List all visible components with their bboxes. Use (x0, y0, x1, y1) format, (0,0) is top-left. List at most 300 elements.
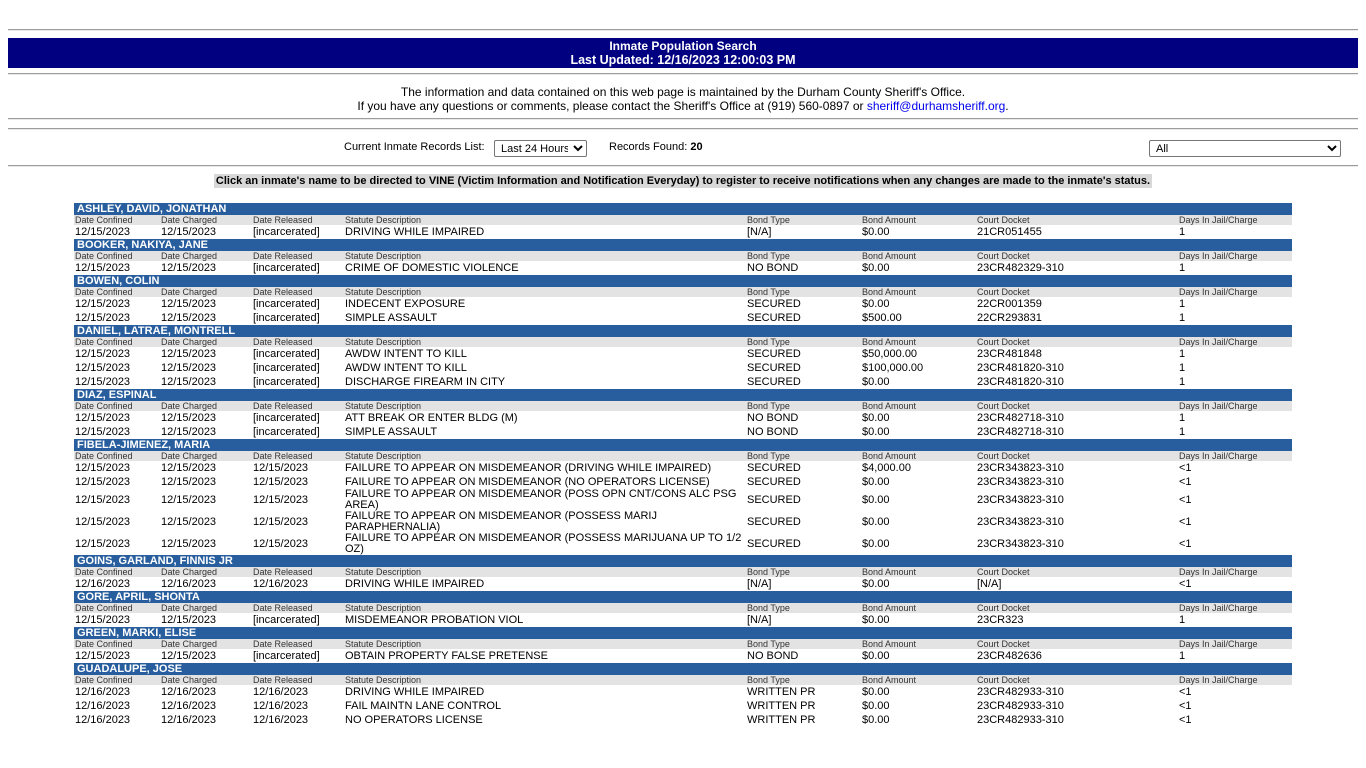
column-header: Days In Jail/Charge (1178, 639, 1292, 649)
charge-row (74, 225, 1292, 239)
inmate-name-row[interactable] (74, 555, 1292, 567)
charge-cell: 23CR482933-310 (977, 685, 1064, 698)
charge-cell: 12/15/2023 (161, 515, 217, 528)
charge-cell: <1 (1179, 713, 1192, 726)
charge-cell: $0.00 (862, 515, 890, 528)
column-header: Date Released (252, 451, 344, 461)
column-header: Statute Description (344, 675, 746, 685)
charge-cell: $0.00 (862, 613, 890, 626)
column-header: Date Confined (74, 251, 160, 261)
charge-cell: <1 (1179, 475, 1192, 488)
charge-cell: [incarcerated] (253, 425, 320, 438)
charge-cell: [incarcerated] (253, 613, 320, 626)
charge-cell: 23CR482718-310 (977, 425, 1064, 438)
column-header: Bond Amount (861, 287, 976, 297)
charge-cell: [incarcerated] (253, 225, 320, 238)
column-header: Bond Type (746, 567, 861, 577)
charge-row (74, 411, 1292, 425)
column-header: Statute Description (344, 603, 746, 613)
column-header: Bond Type (746, 215, 861, 225)
info-block (8, 85, 1358, 113)
charge-cell: DRIVING WHILE IMPAIRED (345, 225, 485, 238)
column-header-row (74, 451, 1292, 461)
charge-cell: 12/15/2023 (161, 261, 217, 274)
charge-row (74, 613, 1292, 627)
charge-cell: 1 (1179, 297, 1186, 310)
charge-cell: [N/A] (747, 613, 772, 626)
charge-cell: 12/15/2023 (75, 537, 131, 550)
charge-cell: 12/16/2023 (253, 577, 309, 590)
column-header: Bond Type (746, 639, 861, 649)
charge-cell: 12/15/2023 (253, 461, 309, 474)
inmate-name-link[interactable]: FIBELA-JIMENEZ, MARIA (74, 439, 1292, 451)
charge-cell: FAILURE TO APPEAR ON MISDEMEANOR (NO OPERATORS LICENSE) (345, 475, 710, 488)
charge-cell: NO BOND (747, 649, 799, 662)
charge-cell: 12/16/2023 (161, 685, 217, 698)
column-header-row (74, 603, 1292, 613)
column-header: Date Released (252, 287, 344, 297)
charge-row (74, 649, 1292, 663)
column-header: Date Charged (160, 567, 252, 577)
charge-cell: <1 (1179, 685, 1192, 698)
column-header: Statute Description (344, 567, 746, 577)
column-header-row (74, 251, 1292, 261)
inmate-name-row[interactable] (74, 203, 1292, 215)
charge-cell: NO BOND (747, 261, 799, 274)
column-header: Statute Description (344, 215, 746, 225)
column-header: Days In Jail/Charge (1178, 287, 1292, 297)
charge-cell: 12/15/2023 (161, 297, 217, 310)
charge-cell: $0.00 (862, 493, 890, 506)
charge-cell: 12/16/2023 (253, 685, 309, 698)
charge-cell: 1 (1179, 347, 1186, 360)
charge-cell: 12/15/2023 (253, 493, 309, 506)
charge-cell: <1 (1179, 537, 1192, 550)
charge-cell: DRIVING WHILE IMPAIRED (345, 685, 485, 698)
charge-cell: 23CR482933-310 (977, 699, 1064, 712)
charge-cell: $0.00 (862, 649, 890, 662)
charge-cell: 12/15/2023 (253, 537, 309, 550)
controls-divider (8, 165, 1358, 167)
charge-cell: WRITTEN PR (747, 685, 816, 698)
charge-cell: 1 (1179, 225, 1186, 238)
charge-cell: $0.00 (862, 375, 890, 388)
column-header: Bond Amount (861, 401, 976, 411)
charge-cell: [N/A] (747, 225, 772, 238)
filter-select[interactable] (1149, 140, 1341, 157)
charge-row (74, 425, 1292, 439)
column-header: Date Charged (160, 337, 252, 347)
charge-cell: $0.00 (862, 699, 890, 712)
charge-cell: 12/15/2023 (161, 347, 217, 360)
charge-cell: $0.00 (862, 475, 890, 488)
charge-cell: [incarcerated] (253, 261, 320, 274)
inmate-table (74, 203, 1292, 727)
charge-cell: WRITTEN PR (747, 713, 816, 726)
charge-cell: <1 (1179, 493, 1192, 506)
inmate-name-link[interactable]: BOWEN, COLIN (74, 275, 1292, 287)
charge-cell: 12/15/2023 (75, 311, 131, 324)
charge-cell: SECURED (747, 297, 801, 310)
column-header: Statute Description (344, 401, 746, 411)
charge-cell: 12/15/2023 (75, 347, 131, 360)
charge-cell: 12/16/2023 (161, 699, 217, 712)
charge-cell: [incarcerated] (253, 347, 320, 360)
column-header: Bond Type (746, 451, 861, 461)
charge-cell: 12/15/2023 (75, 297, 131, 310)
column-header-row (74, 337, 1292, 347)
charge-cell: 12/15/2023 (75, 613, 131, 626)
charge-cell: 12/15/2023 (161, 461, 217, 474)
column-header-row (74, 675, 1292, 685)
column-header: Date Confined (74, 401, 160, 411)
column-header: Date Confined (74, 639, 160, 649)
charge-cell: 12/16/2023 (75, 699, 131, 712)
column-header: Bond Type (746, 337, 861, 347)
charge-row (74, 347, 1292, 361)
charge-cell: 23CR481848 (977, 347, 1042, 360)
column-header: Date Released (252, 675, 344, 685)
charge-row (74, 361, 1292, 375)
column-header: Bond Type (746, 675, 861, 685)
charge-row (74, 311, 1292, 325)
charge-cell: $0.00 (862, 685, 890, 698)
info-line-2-suffix: . (1005, 99, 1009, 113)
charge-cell: 12/15/2023 (253, 515, 309, 528)
column-header: Date Confined (74, 215, 160, 225)
inmate-name-row[interactable] (74, 663, 1292, 675)
column-header: Days In Jail/Charge (1178, 215, 1292, 225)
charge-cell: 1 (1179, 411, 1186, 424)
charge-cell: SIMPLE ASSAULT (345, 311, 438, 324)
charge-cell: AWDW INTENT TO KILL (345, 347, 467, 360)
column-header-row (74, 639, 1292, 649)
column-header: Date Charged (160, 675, 252, 685)
inmate-name-link[interactable]: ASHLEY, DAVID, JONATHAN (74, 203, 1292, 215)
charge-cell: FAILURE TO APPEAR ON MISDEMEANOR (POSSESS MARIJ PARAPHERNALIA) (345, 511, 657, 533)
inmate-table-body (74, 203, 1292, 727)
column-header: Days In Jail/Charge (1178, 251, 1292, 261)
column-header: Court Docket (976, 675, 1178, 685)
charge-cell: 23CR481820-310 (977, 375, 1064, 388)
charge-row (74, 261, 1292, 275)
charge-cell: $0.00 (862, 713, 890, 726)
charge-cell: 12/15/2023 (161, 311, 217, 324)
charge-cell: [incarcerated] (253, 297, 320, 310)
charge-cell: [incarcerated] (253, 375, 320, 388)
charge-cell: 12/15/2023 (161, 375, 217, 388)
inmate-name-link[interactable]: DIAZ, ESPINAL (74, 389, 1292, 401)
charge-row (74, 699, 1292, 713)
charge-cell: 23CR482636 (977, 649, 1042, 662)
charge-cell: 12/15/2023 (161, 225, 217, 238)
charge-cell: NO OPERATORS LICENSE (345, 713, 483, 726)
charge-cell: 12/15/2023 (75, 411, 131, 424)
inmate-name-row[interactable] (74, 325, 1292, 337)
column-header: Date Confined (74, 675, 160, 685)
inmate-name-row[interactable] (74, 591, 1292, 603)
column-header: Bond Type (746, 401, 861, 411)
charge-cell: SECURED (747, 515, 801, 528)
records-found-count: 20 (690, 141, 703, 153)
inmate-name-row[interactable] (74, 239, 1292, 251)
column-header: Date Released (252, 337, 344, 347)
charge-cell: SECURED (747, 375, 801, 388)
column-header: Bond Amount (861, 639, 976, 649)
inmate-name-link[interactable]: GOINS, GARLAND, FINNIS JR (74, 555, 1292, 567)
charge-cell: 23CR343823-310 (977, 537, 1064, 550)
charge-cell: 23CR343823-310 (977, 493, 1064, 506)
inmate-name-link[interactable]: GORE, APRIL, SHONTA (74, 591, 1292, 603)
column-header-row (74, 215, 1292, 225)
charge-cell: 12/15/2023 (75, 515, 131, 528)
charge-cell: 23CR481820-310 (977, 361, 1064, 374)
column-header: Days In Jail/Charge (1178, 675, 1292, 685)
charge-cell: CRIME OF DOMESTIC VIOLENCE (345, 261, 519, 274)
charge-cell: 23CR343823-310 (977, 515, 1064, 528)
charge-cell: NO BOND (747, 411, 799, 424)
charge-cell: [incarcerated] (253, 411, 320, 424)
charge-cell: 12/15/2023 (75, 461, 131, 474)
inmate-name-link[interactable]: DANIEL, LATRAE, MONTRELL (74, 325, 1292, 337)
charge-cell: 12/15/2023 (161, 493, 217, 506)
charge-cell: $0.00 (862, 297, 890, 310)
column-header: Date Charged (160, 639, 252, 649)
charge-cell: NO BOND (747, 425, 799, 438)
column-header: Date Charged (160, 287, 252, 297)
charge-cell: $0.00 (862, 537, 890, 550)
charge-row (74, 713, 1292, 727)
charge-cell: 12/15/2023 (253, 475, 309, 488)
column-header: Date Confined (74, 337, 160, 347)
column-header: Bond Amount (861, 603, 976, 613)
column-header-row (74, 401, 1292, 411)
page-title: Inmate Population Search (609, 39, 757, 53)
column-header: Court Docket (976, 603, 1178, 613)
inmate-name-row[interactable] (74, 389, 1292, 401)
records-found (609, 141, 703, 153)
charge-cell: MISDEMEANOR PROBATION VIOL (345, 613, 524, 626)
charge-row (74, 511, 1292, 533)
info-divider-1 (8, 118, 1358, 120)
charge-cell: 22CR001359 (977, 297, 1042, 310)
charge-cell: $0.00 (862, 577, 890, 590)
column-header: Statute Description (344, 639, 746, 649)
column-header: Date Charged (160, 251, 252, 261)
column-header: Date Released (252, 603, 344, 613)
charge-cell: DISCHARGE FIREARM IN CITY (345, 375, 506, 388)
charge-row (74, 489, 1292, 511)
inmate-name-row[interactable] (74, 275, 1292, 287)
column-header: Bond Amount (861, 251, 976, 261)
charge-cell: 1 (1179, 613, 1186, 626)
charge-cell: INDECENT EXPOSURE (345, 297, 466, 310)
column-header: Date Charged (160, 215, 252, 225)
email-link[interactable]: sheriff@durhamsheriff.org (866, 99, 1006, 113)
column-header: Date Confined (74, 287, 160, 297)
column-header: Bond Type (746, 603, 861, 613)
charge-cell: 12/15/2023 (75, 493, 131, 506)
charge-cell: 12/16/2023 (253, 699, 309, 712)
column-header: Bond Amount (861, 451, 976, 461)
charge-cell: 12/15/2023 (161, 649, 217, 662)
column-header: Statute Description (344, 287, 746, 297)
charge-cell: SECURED (747, 493, 801, 506)
column-header: Date Charged (160, 401, 252, 411)
column-header: Court Docket (976, 567, 1178, 577)
charge-cell: 12/15/2023 (75, 649, 131, 662)
charge-cell: FAILURE TO APPEAR ON MISDEMEANOR (POSS OPN CNT/CONS ALC PSG AREA) (345, 489, 737, 511)
charge-cell: 1 (1179, 375, 1186, 388)
charge-cell: 1 (1179, 425, 1186, 438)
column-header: Court Docket (976, 251, 1178, 261)
title-banner (8, 38, 1358, 68)
charge-row (74, 297, 1292, 311)
charge-cell: [N/A] (977, 577, 1002, 590)
charge-cell: OBTAIN PROPERTY FALSE PRETENSE (345, 649, 548, 662)
charge-cell: 22CR293831 (977, 311, 1042, 324)
column-header: Bond Type (746, 251, 861, 261)
charge-cell: [N/A] (747, 577, 772, 590)
column-header: Days In Jail/Charge (1178, 451, 1292, 461)
column-header: Bond Type (746, 287, 861, 297)
charge-cell: SECURED (747, 311, 801, 324)
charge-cell: [incarcerated] (253, 649, 320, 662)
charge-row (74, 375, 1292, 389)
charge-cell: 23CR482718-310 (977, 411, 1064, 424)
column-header: Days In Jail/Charge (1178, 401, 1292, 411)
column-header: Court Docket (976, 639, 1178, 649)
charge-cell: 12/15/2023 (75, 361, 131, 374)
column-header: Court Docket (976, 451, 1178, 461)
charge-cell: 12/15/2023 (161, 411, 217, 424)
charge-cell: $500.00 (862, 311, 902, 324)
charge-cell: 23CR343823-310 (977, 461, 1064, 474)
info-line-2-text: If you have any questions or comments, please contact the Sheriff's Office at (919) 560-0897 or (357, 99, 867, 113)
charge-cell: $0.00 (862, 425, 890, 438)
records-list-label: Current Inmate Records List: (344, 141, 485, 153)
charge-cell: 12/16/2023 (75, 685, 131, 698)
charge-cell: 1 (1179, 311, 1186, 324)
charge-cell: 12/16/2023 (161, 713, 217, 726)
charge-cell: <1 (1179, 577, 1192, 590)
charge-cell: 12/16/2023 (161, 577, 217, 590)
charge-cell: 12/15/2023 (75, 375, 131, 388)
info-divider-2 (8, 128, 1358, 130)
charge-cell: <1 (1179, 515, 1192, 528)
column-header: Court Docket (976, 401, 1178, 411)
charge-cell: 12/15/2023 (161, 537, 217, 550)
column-header: Days In Jail/Charge (1178, 337, 1292, 347)
charge-cell: 12/16/2023 (75, 713, 131, 726)
charge-cell: 12/15/2023 (161, 613, 217, 626)
charge-row (74, 577, 1292, 591)
column-header: Court Docket (976, 337, 1178, 347)
charge-cell: SECURED (747, 475, 801, 488)
inmate-name-link[interactable]: BOOKER, NAKIYA, JANE (74, 239, 1292, 251)
charge-cell: $0.00 (862, 411, 890, 424)
charge-cell: 1 (1179, 261, 1186, 274)
charge-cell: 12/16/2023 (75, 577, 131, 590)
inmate-name-link[interactable]: GUADALUPE, JOSE (74, 663, 1292, 675)
column-header: Date Released (252, 567, 344, 577)
info-line-2 (8, 99, 1358, 113)
records-found-label: Records Found: (609, 141, 688, 153)
charge-row (74, 475, 1292, 489)
charge-cell: $50,000.00 (862, 347, 918, 360)
charge-cell: <1 (1179, 699, 1192, 712)
charge-cell: <1 (1179, 461, 1192, 474)
charge-cell: FAILURE TO APPEAR ON MISDEMEANOR (POSSESS MARIJUANA UP TO 1/2 OZ) (345, 533, 742, 555)
column-header-row (74, 287, 1292, 297)
charge-cell: FAILURE TO APPEAR ON MISDEMEANOR (DRIVING WHILE IMPAIRED) (345, 461, 712, 474)
column-header: Statute Description (344, 337, 746, 347)
column-header: Days In Jail/Charge (1178, 567, 1292, 577)
top-divider (8, 29, 1358, 31)
charge-cell: ATT BREAK OR ENTER BLDG (M) (345, 411, 518, 424)
charge-cell: 12/15/2023 (161, 425, 217, 438)
column-header: Bond Amount (861, 337, 976, 347)
charge-cell: 23CR343823-310 (977, 475, 1064, 488)
column-header: Date Confined (74, 567, 160, 577)
charge-cell: FAIL MAINTN LANE CONTROL (345, 699, 502, 712)
charge-cell: 12/15/2023 (75, 425, 131, 438)
charge-cell: $4,000.00 (862, 461, 911, 474)
column-header: Date Charged (160, 451, 252, 461)
column-header: Statute Description (344, 251, 746, 261)
records-list-select[interactable] (494, 140, 587, 157)
charge-cell: 12/15/2023 (161, 475, 217, 488)
charge-cell: SECURED (747, 347, 801, 360)
charge-cell: 12/15/2023 (75, 261, 131, 274)
charge-cell: [incarcerated] (253, 361, 320, 374)
charge-cell: [incarcerated] (253, 311, 320, 324)
column-header: Date Released (252, 215, 344, 225)
charge-cell: AWDW INTENT TO KILL (345, 361, 467, 374)
charge-cell: 21CR051455 (977, 225, 1042, 238)
column-header: Bond Amount (861, 567, 976, 577)
charge-cell: 12/16/2023 (253, 713, 309, 726)
column-header: Statute Description (344, 451, 746, 461)
column-header: Date Released (252, 401, 344, 411)
charge-cell: 1 (1179, 361, 1186, 374)
inmate-name-link[interactable]: GREEN, MARKI, ELISE (74, 627, 1292, 639)
charge-cell: SECURED (747, 537, 801, 550)
inmate-name-row[interactable] (74, 439, 1292, 451)
column-header: Court Docket (976, 287, 1178, 297)
column-header: Bond Amount (861, 675, 976, 685)
column-header: Date Confined (74, 603, 160, 613)
column-header: Bond Amount (861, 215, 976, 225)
inmate-name-row[interactable] (74, 627, 1292, 639)
charge-cell: 1 (1179, 649, 1186, 662)
charge-cell: $100,000.00 (862, 361, 924, 374)
column-header: Date Released (252, 639, 344, 649)
charge-cell: 23CR323 (977, 613, 1024, 626)
charge-row (74, 461, 1292, 475)
charge-cell: WRITTEN PR (747, 699, 816, 712)
charge-cell: SECURED (747, 461, 801, 474)
last-updated: Last Updated: 12/16/2023 12:00:03 PM (570, 53, 796, 67)
charge-cell: 23CR482329-310 (977, 261, 1064, 274)
charge-cell: 23CR482933-310 (977, 713, 1064, 726)
banner-divider (8, 73, 1358, 75)
charge-cell: $0.00 (862, 261, 890, 274)
column-header: Date Confined (74, 451, 160, 461)
charge-cell: 12/15/2023 (161, 361, 217, 374)
column-header: Days In Jail/Charge (1178, 603, 1292, 613)
column-header: Court Docket (976, 215, 1178, 225)
